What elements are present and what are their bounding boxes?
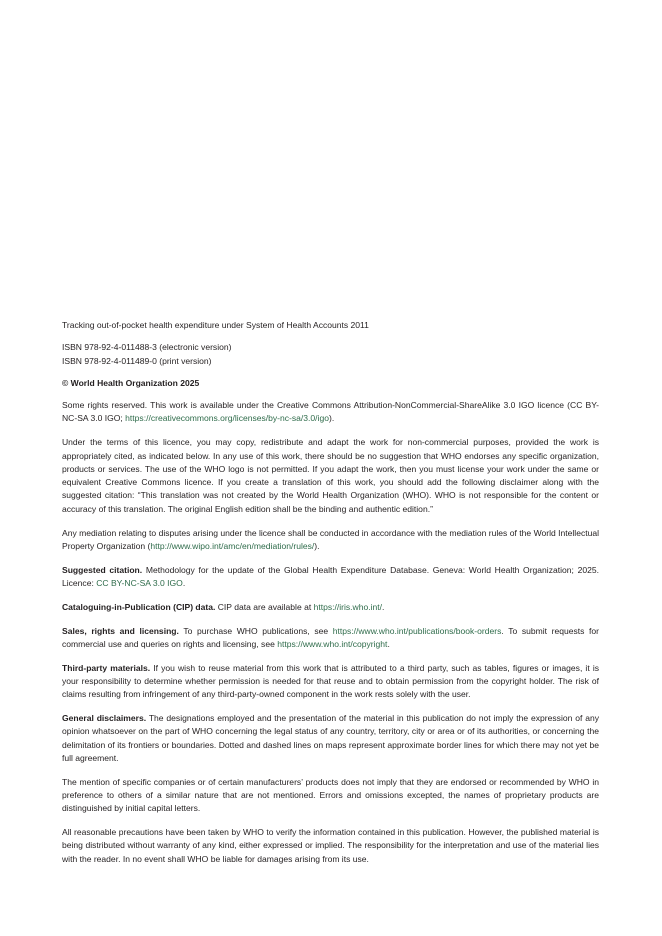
rights-end: ). — [328, 413, 335, 424]
rights-paragraph — [62, 399, 599, 426]
cip-text: CIP data are available at — [215, 601, 314, 612]
wipo-mediation-link[interactable]: http://www.wipo.int/amc/en/mediation/rules/ — [150, 540, 315, 551]
copyright-link[interactable]: https://www.who.int/copyright — [277, 638, 388, 649]
isbn-block — [62, 341, 599, 368]
sales-mid: . To submit requests for commercial use and queries on rights and licensing, see — [62, 625, 599, 649]
licence-link[interactable]: CC BY-NC-SA 3.0 IGO — [96, 577, 183, 588]
copyright-notice — [62, 377, 599, 390]
citation-end: . — [182, 577, 186, 588]
mediation-text: Any mediation relating to disputes arising under the licence shall be conducted in accordance with the mediation rules of the World Intellectual Property Organization ( — [62, 527, 599, 551]
rights-text: Some rights reserved. This work is available under the Creative Commons Attribution-NonCommercial-ShareAlike 3.0 IGO licence (CC BY-NC-SA 3.0 IGO; — [62, 400, 599, 424]
iris-link[interactable]: https://iris.who.int/ — [313, 601, 382, 612]
cip-paragraph — [62, 601, 599, 614]
companies-paragraph: The mention of specific companies or of certain manufacturers’ products does not imply that they are endorsed or recommended by WHO in preference to others of a similar nature that are not mentioned. Errors and omissions excepted, the names of proprietary products are distinguished by initial capital letters. — [62, 776, 599, 814]
creative-commons-link[interactable]: https://creativecommons.org/licenses/by-nc-sa/3.0/igo — [125, 413, 329, 424]
cip-label: Cataloguing-in-Publication (CIP) data. — [62, 601, 216, 612]
citation-label: Suggested citation. — [62, 564, 143, 575]
sales-label: Sales, rights and licensing. — [62, 625, 179, 636]
sales-text: To purchase WHO publications, see — [178, 625, 333, 636]
copyright-text: © World Health Organization 2025 — [62, 377, 200, 388]
third-party-label: Third-party materials. — [62, 662, 151, 673]
disclaimers-text: The designations employed and the presentation of the material in this publication do not imply the expression of any opinion whatsoever on the part of WHO concerning the legal status of any country, territory, city or area or of its authorities, or concerning the delimitation of its frontiers or boundaries. Dotted and dashed lines on maps represent approximate border lines for which there may not yet be full agreement. — [62, 713, 599, 763]
disclaimers-label: General disclaimers. — [62, 713, 147, 724]
third-party-text: If you wish to reuse material from this work that is attributed to a third party, such as tables, figures or images, it is your responsibility to determine whether permission is needed for that reuse and to obtain permission from the copyright holder. The risk of claims resulting from infringement of any third-party-owned component in the work rests solely with the user. — [62, 662, 599, 700]
copyright-page — [62, 319, 599, 877]
sales-paragraph — [62, 625, 599, 652]
isbn-electronic: ISBN 978-92-4-011488-3 (electronic version) — [62, 342, 232, 353]
mediation-paragraph — [62, 527, 599, 554]
book-orders-link[interactable]: https://www.who.int/publications/book-orders — [332, 625, 502, 636]
sales-end: . — [387, 638, 390, 649]
publication-title: Tracking out-of-pocket health expenditure under System of Health Accounts 2011 — [62, 320, 369, 330]
citation-text: Methodology for the update of the Global Health Expenditure Database. Geneva: World Health Organization; 2025. Licence: — [62, 564, 599, 588]
disclaimers-paragraph — [62, 712, 599, 765]
precautions-paragraph: All reasonable precautions have been taken by WHO to verify the information contained in this publication. However, the published material is being distributed without warranty of any kind, either expressed or implied. The responsibility for the interpretation and use of the material lies with the reader. In no event shall WHO be liable for damages arising from its use. — [62, 827, 599, 864]
licence-terms-paragraph: Under the terms of this licence, you may copy, redistribute and adapt the work for non-commercial purposes, provided the work is appropriately cited, as indicated below. In any use of this work, there should be no suggestion that WHO endorses any specific organization, products or services. The use of the WHO logo is not permitted. If you adapt the work, then you must license your work under the same or equivalent Creative Commons licence. If you create a translation of this work, you should add the following disclaimer along with the suggested citation: “This translation was not created by the World Health Organization (WHO). WHO is not responsible for the content or accuracy of this translation. The original English edition shall be the binding and authentic edition.” — [62, 437, 599, 514]
citation-paragraph — [62, 564, 599, 591]
cip-end: . — [381, 601, 385, 612]
third-party-paragraph — [62, 662, 599, 702]
mediation-end: ). — [314, 540, 320, 551]
isbn-print: ISBN 978-92-4-011489-0 (print version) — [62, 355, 212, 366]
